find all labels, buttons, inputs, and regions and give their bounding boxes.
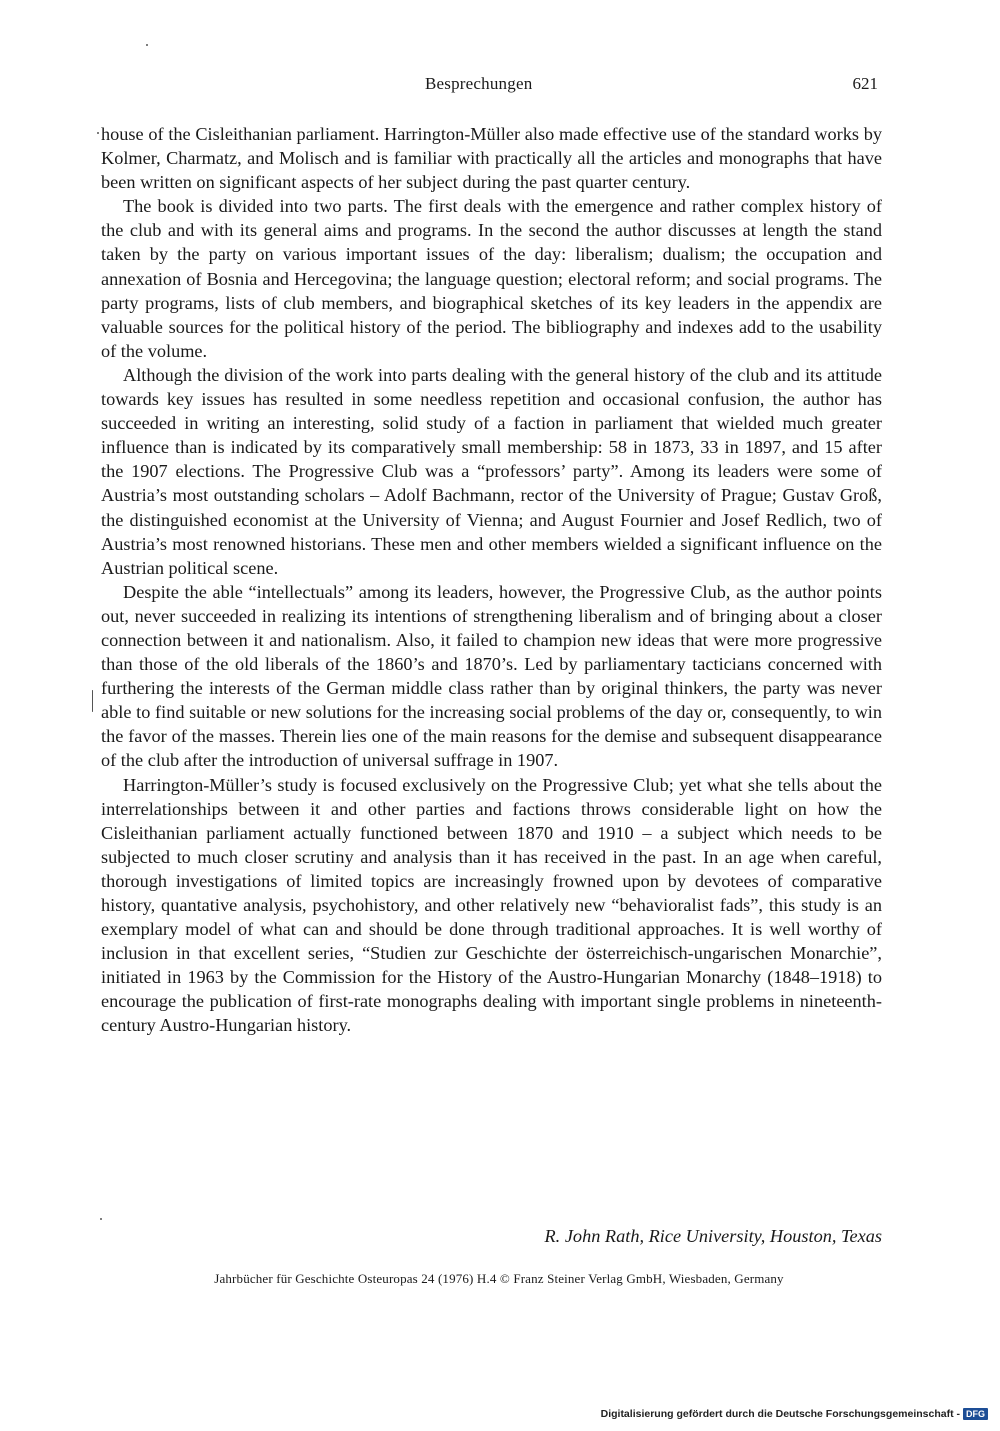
paragraph-2: The book is divided into two parts. The first deals with the emergence and rather complex history of the club and with its general aims and programs. In the second the author discusses at length the stand taken by the party on various important issues of the day: liberalism; dualism; the occupation and annexation of Bosnia and Hercegovina; the language question; electoral reform; and social programs. The party programs, lists of club members, and biographical sketches of its key leaders in the appendix are valuable sources for the political history of the period. The bibliography and indexes add to the usability of the volume. <box>101 196 882 361</box>
paragraph-4: Despite the able “intellectuals” among its leaders, however, the Progressive Club, as the author points out, never succeeded in realizing its intentions of strengthening liberalism and of bringing about a closer connection between it and nationalism. Also, it failed to champion new ideas that were more progressive than those of the old liberals of the 1860’s and 1870’s. Led by parliamentary tacticians concerned with furthering the interests of the German middle class rather than by original thinkers, the party was never able to find suitable or new solutions for the increasing social problems of the day or, consequently, to win the favor of the masses. Therein lies one of the main reasons for the demise and subsequent disappearance of the club after the introduction of universal suffrage in 1907. <box>101 581 882 771</box>
journal-citation: Jahrbücher für Geschichte Osteuropas 24 (1976) H.4 © Franz Steiner Verlag GmbH, Wiesbaden, Germany <box>214 1271 784 1286</box>
scan-speck <box>92 690 93 712</box>
scan-speck <box>100 1218 102 1220</box>
review-body <box>101 122 882 1038</box>
dfg-logo-icon: DFG <box>963 1408 988 1420</box>
paragraph-1: house of the Cisleithanian parliament. Harrington-Müller also made effective use of the standard works by Kolmer, Charmatz, and Molisch and is familiar with practically all the articles and monographs that have been written on significant aspects of her subject during the past quarter century. <box>101 124 882 193</box>
page-number: 621 <box>852 74 878 93</box>
reviewer-signature: R. John Rath, Rice University, Houston, Texas <box>544 1226 882 1246</box>
scan-speck <box>97 132 99 134</box>
paragraph-5: Harrington-Müller’s study is focused exclusively on the Progressive Club; yet what she tells about the interrelationships between it and other parties and factions throws considerable light on how the Cisleithanian parliament actually functioned between 1870 and 1910 – a subject which needs to be subjected to much closer scrutiny and analysis than it has received in the past. In an age when careful, thorough investigations of limited topics are increasingly frowned upon by devotees of comparative history, quantative analysis, psychohistory, and other relatively new “behavioralist fads”, this study is an exemplary model of what can and should be done through traditional approaches. It is well worthy of inclusion in that excellent series, “Studien zur Geschichte der österreichisch-ungarischen Monarchie”, initiated in 1963 by the Commission for the History of the Austro-Hungarian Monarchy (1848–1918) to encourage the publication of first-rate monographs dealing with important single problems in nineteenth-century Austro-Hungarian history. <box>101 774 882 1036</box>
scan-speck <box>146 44 148 46</box>
funding-note-text: Digitalisierung gefördert durch die Deutsche Forschungsgemeinschaft - <box>600 1408 960 1420</box>
running-title: Besprechungen <box>425 74 533 93</box>
paragraph-3: Although the division of the work into parts dealing with the general history of the club and its attitude towards key issues has resulted in some needless repetition and occasional confusion, the author has succeeded in writing an interesting, solid study of a faction in parliament that wielded much greater influence than is indicated by its comparatively small membership: 58 in 1873, 33 in 1897, and 15 after the 1907 elections. The Progressive Club was a “professors’ party”. Among its leaders were some of Austria’s most outstanding scholars – Adolf Bachmann, rector of the University of Prague; Gustav Groß, the distinguished economist at the University of Vienna; and August Fournier and Josef Redlich, two of Austria’s most renowned historians. These men and other members wielded a significant influence on the Austrian political scene. <box>101 364 882 578</box>
funding-note <box>601 1408 988 1420</box>
